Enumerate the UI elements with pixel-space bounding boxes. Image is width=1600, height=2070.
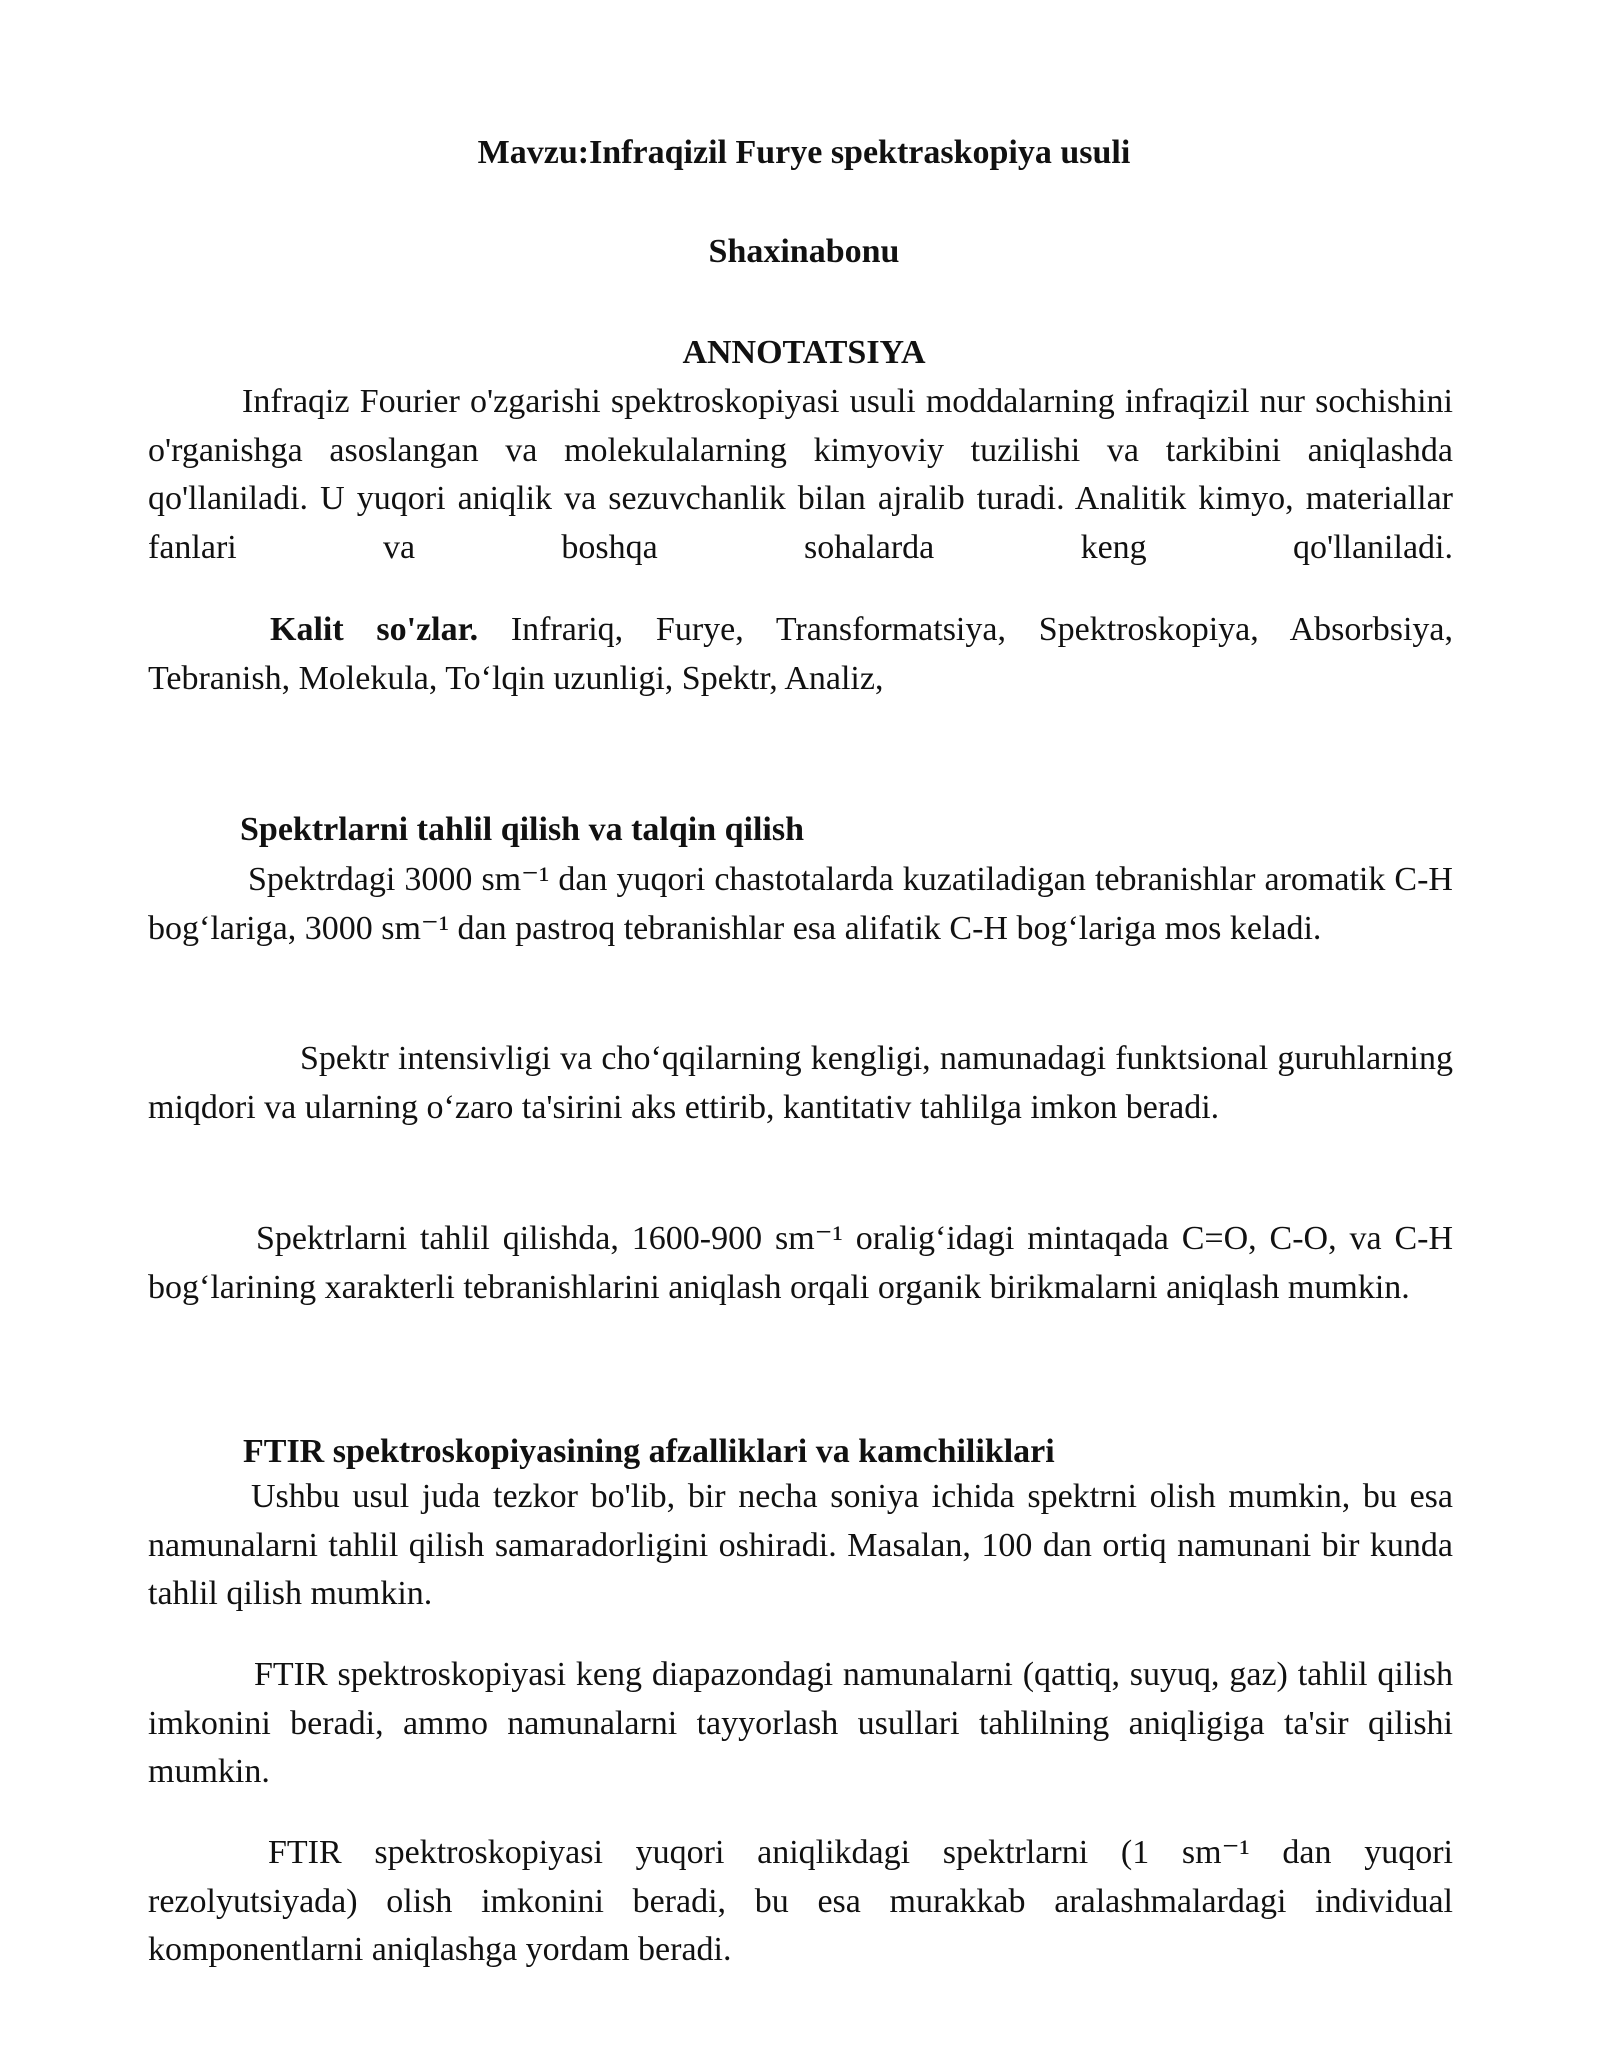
section2-paragraph-1: Ushbu usul juda tezkor bo'lib, bir necha soniya ichida spektrni olish mumkin, bu esa namunalarni tahlil qilish samaradorligini oshiradi. Masalan, 100 dan ortiq namunani bir kunda tahlil qilish mumkin. — [148, 1478, 1453, 1612]
section2-paragraph-2: FTIR spektroskopiyasi keng diapazondagi namunalarni (qattiq, suyuq, gaz) tahlil qilish imkonini beradi, ammo namunalarni tayyorlash usullari tahlilning aniqligiga ta'sir qilishi mumkin. — [148, 1656, 1453, 1790]
section2-paragraph-3: FTIR spektroskopiyasi yuqori aniqlikdagi spektrlarni (1 sm⁻¹ dan yuqori rezolyutsiyada) olish imkonini beradi, bu esa murakkab aralashmalardagi individual komponentlarni aniqlashga yordam beradi. — [148, 1834, 1453, 1968]
keywords-label: Kalit so'zlar. — [270, 611, 479, 648]
author-name: Shaxinabonu — [708, 233, 900, 270]
section1-paragraph-1: Spektrdagi 3000 sm⁻¹ dan yuqori chastotalarda kuzatiladigan tebranishlar aromatik C-H bog‘lariga, 3000 sm⁻¹ dan pastroq tebranishlar esa alifatik C-H bog‘lariga mos keladi. — [148, 861, 1453, 947]
section1-paragraph-3: Spektrlarni tahlil qilishda, 1600-900 sm⁻¹ oralig‘idagi mintaqada C=O, C-O, va C-H bog‘larining xarakterli tebranishlarini aniqlash orqali organik birikmalarni aniqlash mumkin. — [148, 1220, 1453, 1306]
abstract-paragraph: Infraqiz Fourier o'zgarishi spektroskopiyasi usuli moddalarning infraqizil nur sochishini o'rganishga asoslangan va molekulalarning kimyoviy tuzilishi va tarkibini aniqlashda qo'llaniladi. U yuqori aniqlik va sezuvchanlik bilan ajralib turadi. Analitik kimyo, materiallar fanlari va boshqa sohalarda keng qo'llaniladi. — [148, 383, 1453, 566]
section-heading-ftir-pros-cons: FTIR spektroskopiyasining afzalliklari va kamchiliklari — [243, 1433, 1055, 1470]
keywords-list: Infrariq, Furye, Transformatsiya, Spektroskopiya, Absorbsiya, Tebranish, Molekula, To‘lqin uzunligi, Spektr, Analiz, — [148, 611, 1453, 697]
section-heading-spectra-analysis: Spektrlarni tahlil qilish va talqin qilish — [240, 811, 805, 848]
keywords-paragraph — [148, 606, 1453, 703]
document-title: Mavzu:Infraqizil Furye spektraskopiya usuli — [477, 134, 1131, 171]
section1-paragraph-2: Spektr intensivligi va cho‘qqilarning kengligi, namunadagi funktsional guruhlarning miqdori va ularning o‘zaro ta'sirini aks ettirib, kantitativ tahlilga imkon beradi. — [148, 1040, 1453, 1126]
abstract-heading: ANNOTATSIYA — [682, 334, 926, 371]
